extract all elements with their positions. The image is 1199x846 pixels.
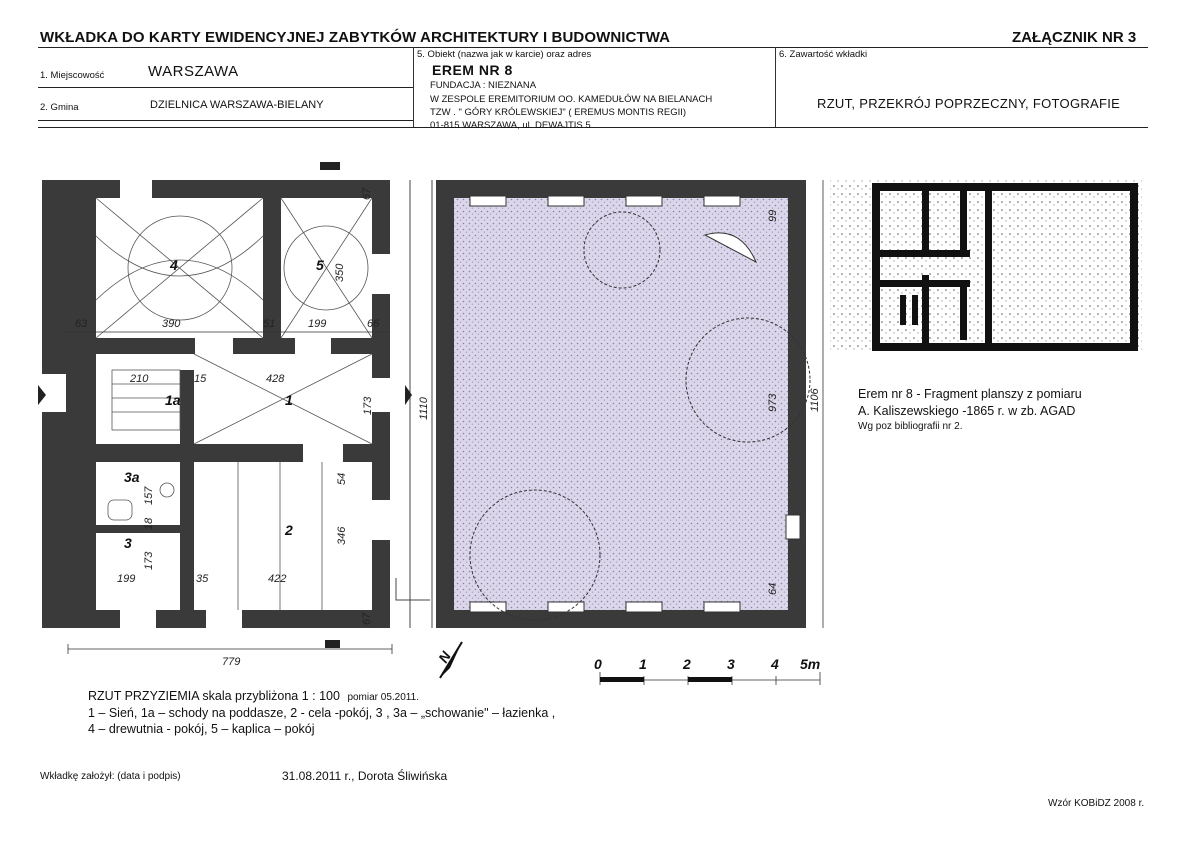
annex-number: ZAŁĄCZNIK NR 3 — [1012, 29, 1137, 46]
caption-title-text: RZUT PRZYZIEMIA skala przybliżona 1 : 100 — [88, 689, 340, 703]
footer-model: Wzór KOBiDZ 2008 r. — [1048, 798, 1145, 809]
east-block — [436, 180, 810, 628]
scale-tick-label: 2 — [683, 656, 691, 672]
dim-label: 54 — [336, 472, 348, 485]
room-label-2: 2 — [285, 522, 293, 538]
dim-label: 67 — [361, 612, 373, 625]
object-line-1: FUNDACJA : NIEZNANA — [430, 80, 537, 91]
field-2-label: 2. Gmina — [40, 102, 79, 113]
object-name: EREM NR 8 — [432, 62, 513, 78]
dim-label: 1110 — [418, 397, 430, 420]
historic-plan-fragment — [830, 178, 1144, 354]
field-6-value: RZUT, PRZEKRÓJ POPRZECZNY, FOTOGRAFIE — [817, 96, 1121, 111]
plan-caption-legend-2: 4 – drewutnia - pokój, 5 – kaplica – pokój — [88, 722, 315, 736]
historic-caption-2: A. Kaliszewskiego -1865 r. w zb. AGAD — [858, 404, 1076, 418]
room-label-3: 3 — [124, 535, 132, 551]
scale-bar-segment — [600, 677, 644, 682]
dim-label: 199 — [308, 318, 327, 330]
document-title: WKŁADKA DO KARTY EWIDENCYJNEJ ZABYTKÓW ARCHITEKTURY I BUDOWNICTWA — [40, 29, 671, 46]
scale-tick-label: 4 — [771, 656, 779, 672]
scale-tick-label: 1 — [639, 656, 647, 672]
room-label-3a: 3a — [124, 469, 140, 485]
north-label: N — [434, 648, 454, 666]
dim-label: 51 — [263, 318, 276, 330]
dim-label: 173 — [143, 551, 155, 570]
dim-label: 99 — [767, 209, 779, 222]
footer-author-value: 31.08.2011 r., Dorota Śliwińska — [282, 769, 448, 783]
dim-label: 973 — [767, 393, 779, 412]
field-1-label: 1. Miejscowość — [40, 70, 105, 81]
dim-label: 18 — [143, 517, 155, 530]
plan-caption-legend-1: 1 – Sień, 1a – schody na poddasze, 2 - cela -pokój, 3 , 3a – „schowanie" – łazienka , — [88, 706, 556, 720]
room-label-4: 4 — [170, 257, 178, 273]
dim-label: 779 — [222, 656, 241, 668]
dim-label: 199 — [117, 573, 136, 585]
dim-label: 390 — [162, 318, 181, 330]
dim-label: 63 — [75, 318, 88, 330]
scale-tick-label: 0 — [594, 656, 602, 672]
dim-label: 422 — [268, 573, 287, 585]
historic-caption-1: Erem nr 8 - Fragment planszy z pomiaru — [858, 387, 1082, 401]
dim-label: 35 — [196, 573, 209, 585]
scale-tick-label: 5m — [800, 656, 821, 672]
dim-label: 15 — [194, 373, 207, 385]
field-2-value: DZIELNICA WARSZAWA-BIELANY — [150, 99, 324, 111]
object-line-2: W ZESPOLE EREMITORIUM OO. KAMEDUŁÓW NA BIELANACH — [430, 94, 713, 105]
room-label-5: 5 — [316, 257, 324, 273]
room-vault-lines — [96, 198, 372, 610]
dim-label: 346 — [336, 526, 348, 545]
object-line-4: 01-815 WARSZAWA, ul. DEWAJTIS 5 — [430, 120, 591, 131]
field-5-label: 5. Obiekt (nazwa jak w karcie) oraz adres — [417, 49, 592, 60]
scale-bar-segment — [688, 677, 732, 682]
dim-label: 173 — [362, 396, 374, 415]
dim-label: 210 — [130, 373, 149, 385]
caption-date: pomiar 05.2011. — [347, 692, 419, 703]
dim-label: 64 — [767, 582, 779, 595]
dim-label: 428 — [266, 373, 285, 385]
footer-author-label: Wkładkę założył: (data i podpis) — [40, 771, 181, 782]
dim-label: 157 — [143, 486, 155, 505]
dim-label: 350 — [334, 263, 346, 282]
field-6-label: 6. Zawartość wkładki — [779, 49, 868, 60]
dim-label: 66 — [367, 318, 380, 330]
room-label-1: 1 — [285, 392, 293, 408]
room-label-1a: 1a — [165, 392, 181, 408]
dim-label: 1106 — [809, 388, 821, 412]
field-1-value: WARSZAWA — [148, 63, 239, 80]
historic-note: Wg poz bibliografii nr 2. — [858, 421, 963, 432]
dim-label: 67 — [361, 187, 373, 200]
scale-tick-label: 3 — [727, 656, 735, 672]
plan-caption-title — [88, 688, 419, 706]
west-block — [42, 180, 390, 628]
object-line-3: TZW . " GÓRY KRÓLEWSKIEJ" ( EREMUS MONTIS REGII) — [430, 107, 687, 118]
